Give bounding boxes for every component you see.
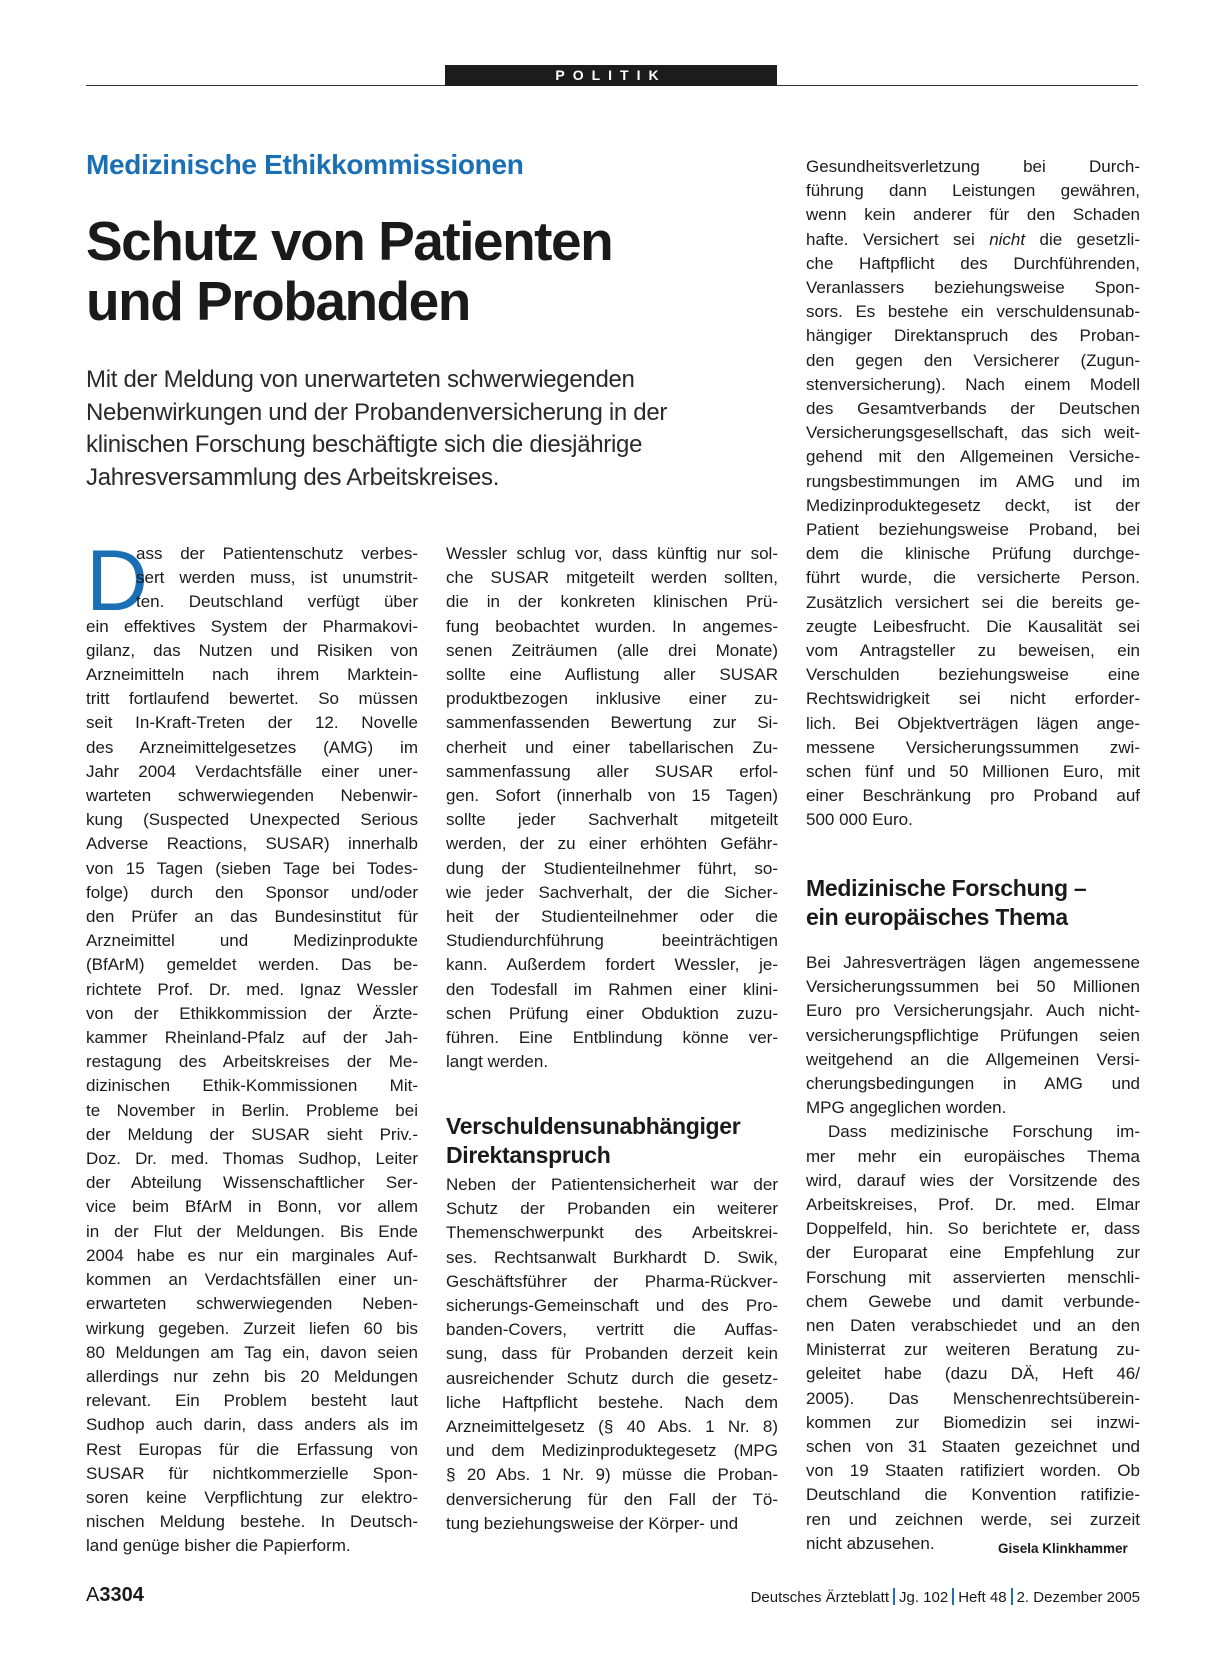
page-prefix: A bbox=[86, 1584, 100, 1606]
text-line: heit der Studienteilnehmer oder die bbox=[446, 907, 778, 927]
text-line: vom Antragsteller zu beweisen, ein bbox=[806, 641, 1140, 661]
text-line: tritt fortlaufend bewertet. So müssen bbox=[86, 689, 418, 709]
text-line: wie jeder Sachverhalt, der die Sicher- bbox=[446, 882, 778, 902]
text-line: geleitet habe (dazu DÄ, Heft 46/ bbox=[806, 1364, 1140, 1384]
text-line: § 20 Abs. 1 Nr. 9) müsse die Proban- bbox=[446, 1465, 778, 1485]
text-line: schen Prüfung einer Obduktion zuzu- bbox=[446, 1003, 778, 1023]
journal-volume: Jg. 102 bbox=[899, 1589, 949, 1606]
text-line: che SUSAR mitgeteilt werden sollten, bbox=[446, 568, 778, 588]
text-line: Veranlassers beziehungsweise Spon- bbox=[806, 278, 1140, 298]
text-line: Themenschwerpunkt des Arbeitskrei- bbox=[446, 1223, 778, 1243]
text-line: che Haftpflicht des Durchführenden, bbox=[806, 253, 1140, 273]
subheading-line: Direktanspruch bbox=[446, 1142, 611, 1168]
text-line: ass der Patientenschutz verbes- bbox=[136, 544, 418, 563]
page-number bbox=[86, 1584, 144, 1607]
text-line: Arzneimitteln nach ihrem Marktein- bbox=[86, 665, 418, 685]
lead-line: Jahresversammlung des Arbeitskreises. bbox=[86, 463, 500, 491]
text-line: Sudhop auch darin, dass anders als im bbox=[86, 1415, 418, 1435]
text-line: Versicherungsgesellschaft, das sich weit- bbox=[806, 423, 1140, 443]
text-line: Doz. Dr. med. Thomas Sudhop, Leiter bbox=[86, 1149, 418, 1169]
footer-separator bbox=[1011, 1588, 1013, 1605]
text-line: Jahr 2004 Verdachtsfälle einer uner- bbox=[86, 761, 418, 781]
text-line: Ministerrat zur weiteren Beratung zu- bbox=[806, 1340, 1140, 1360]
lead-paragraph bbox=[86, 364, 746, 494]
text-line: des Gesamtverbands der Deutschen bbox=[806, 399, 1140, 419]
text-line: dizinischen Ethik-Kommissionen Mit- bbox=[86, 1076, 418, 1096]
text-line: richtete Prof. Dr. med. Ignaz Wessler bbox=[86, 979, 418, 999]
text-line: soren keine Verpflichtung zur elektro- bbox=[86, 1487, 418, 1507]
text-line: dem die klinische Prüfung durchge- bbox=[806, 544, 1140, 564]
section-rubric: POLITIK bbox=[445, 65, 777, 86]
text-line: 2005). Das Menschenrechtsüberein- bbox=[806, 1388, 1140, 1408]
text-line: Arzneimittel und Medizinprodukte bbox=[86, 931, 418, 951]
text-line: Bei Jahresverträgen lägen angemessene bbox=[806, 953, 1140, 972]
text-line: relevant. Ein Problem besteht laut bbox=[86, 1391, 418, 1411]
text-line: mer mehr ein europäisches Thema bbox=[806, 1146, 1140, 1166]
text-line: versicherungspflichtige Prüfungen seien bbox=[806, 1025, 1140, 1045]
text-line: te November in Berlin. Probleme bei bbox=[86, 1100, 418, 1120]
subheading-line: ein europäisches Thema bbox=[806, 904, 1068, 930]
text-line: rungsbestimmungen im AMG und im bbox=[806, 471, 1140, 491]
lead-line: Nebenwirkungen und der Probandenversicherung in der bbox=[86, 398, 668, 426]
text-line: Adverse Reactions, SUSAR) innerhalb bbox=[86, 834, 418, 854]
text-line: ses. Rechtsanwalt Burkhardt D. Swik, bbox=[446, 1247, 778, 1267]
text-line: schen von 31 Staaten gezeichnet und bbox=[806, 1437, 1140, 1457]
body-column-3-top bbox=[806, 155, 1140, 833]
text-line: ten. Deutschland verfügt über bbox=[136, 592, 418, 612]
text-line: führen. Eine Entblindung könne ver- bbox=[446, 1028, 778, 1048]
author-byline: Gisela Klinkhammer bbox=[998, 1541, 1128, 1556]
body-column-2-bottom bbox=[446, 1173, 778, 1536]
text-line: liche Haftpflicht bestehe. Nach dem bbox=[446, 1392, 778, 1412]
text-line: hängiger Direktanspruch des Proban- bbox=[806, 326, 1140, 346]
text-line: nischen Meldung bestehe. In Deutsch- bbox=[86, 1512, 418, 1532]
text-line: gilanz, das Nutzen und Risiken von bbox=[86, 640, 418, 660]
text-line: sollte eine Auflistung aller SUSAR bbox=[446, 665, 778, 685]
subheading-europa bbox=[806, 874, 1086, 932]
headline-line: Schutz von Patienten bbox=[86, 210, 613, 272]
text-line: stenversicherung). Nach einem Modell bbox=[806, 374, 1140, 394]
text-line: Zusätzlich versichert sei die bereits ge- bbox=[806, 592, 1140, 612]
text-line: erwarteten schwerwiegenden Neben- bbox=[86, 1294, 418, 1314]
text-line: den Prüfer an das Bundesinstitut für bbox=[86, 907, 418, 927]
text-line: Neben der Patientensicherheit war der bbox=[446, 1175, 778, 1194]
text-line: und dem Medizinproduktegesetz (MPG bbox=[446, 1441, 778, 1461]
text-line: gen. Sofort (innerhalb von 15 Tagen) bbox=[446, 786, 778, 806]
text-line: von der Ethikkommission der Ärzte- bbox=[86, 1003, 418, 1023]
text-line: denversicherung für den Fall der Tö- bbox=[446, 1489, 778, 1509]
text-line: cherungsbedingungen in AMG und bbox=[806, 1074, 1140, 1094]
text-line: 500 000 Euro. bbox=[806, 810, 913, 830]
text-line: Patient beziehungsweise Proband, bei bbox=[806, 520, 1140, 540]
text-line: werden, der zu einer erhöhten Gefähr- bbox=[446, 834, 778, 854]
page-number-value: 3304 bbox=[99, 1584, 144, 1606]
subheading-line: Medizinische Forschung – bbox=[806, 875, 1087, 901]
text-line: kann. Außerdem fordert Wessler, je- bbox=[446, 955, 778, 975]
text-line: von 15 Tagen (sieben Tage bei Todes- bbox=[86, 858, 418, 878]
text-line: Geschäftsführer der Pharma-Rückver- bbox=[446, 1271, 778, 1291]
text-line: (BfArM) gemeldet werden. Das be- bbox=[86, 955, 418, 975]
text-line: sung, dass für Probanden derzeit kein bbox=[446, 1344, 778, 1364]
text-line: der Meldung der SUSAR sieht Priv.- bbox=[86, 1124, 418, 1144]
text-line: 80 Meldungen am Tag ein, davon seien bbox=[86, 1342, 418, 1362]
text-line: Wessler schlug vor, dass künftig nur sol- bbox=[446, 544, 778, 563]
text-line: MPG angeglichen worden. bbox=[806, 1098, 1007, 1118]
text-line: schen fünf und 50 Millionen Euro, mit bbox=[806, 762, 1140, 782]
body-column-3-bottom bbox=[806, 951, 1140, 1556]
text-line: produktbezogen inklusive einer zu- bbox=[446, 689, 778, 709]
text-line: dung der Studienteilnehmer führt, so- bbox=[446, 858, 778, 878]
text-line: von 19 Staaten ratifiziert worden. Ob bbox=[806, 1461, 1140, 1481]
text-line: den gegen den Versicherer (Zugun- bbox=[806, 350, 1140, 370]
text-line: gehend mit den Allgemeinen Versiche- bbox=[806, 447, 1140, 467]
text-line: 2004 habe es nur ein marginales Auf- bbox=[86, 1245, 418, 1265]
headline bbox=[86, 211, 766, 331]
text-line: Verschulden beziehungsweise eine bbox=[806, 665, 1140, 685]
text-line: Medizinproduktegesetz deckt, ist der bbox=[806, 495, 1140, 515]
text-line: sors. Es bestehe ein verschuldensunab- bbox=[806, 302, 1140, 322]
body-column-1 bbox=[86, 542, 418, 1559]
journal-name: Deutsches Ärzteblatt bbox=[750, 1589, 889, 1606]
text-line: SUSAR für nichtkommerzielle Spon- bbox=[86, 1463, 418, 1483]
text-line: ein effektives System der Pharmakovi- bbox=[86, 616, 418, 636]
text-line: den Todesfall im Rahmen einer klini- bbox=[446, 979, 778, 999]
lead-line: Mit der Meldung von unerwarteten schwerwiegenden bbox=[86, 366, 635, 393]
text-line: in der Flut der Meldungen. Bis Ende bbox=[86, 1221, 418, 1241]
text-line: Euro pro Versicherungsjahr. Auch nicht- bbox=[806, 1001, 1140, 1021]
text-line: seit In-Kraft-Treten der 12. Novelle bbox=[86, 713, 418, 733]
kicker: Medizinische Ethikkommissionen bbox=[86, 149, 524, 180]
text-line: langt werden. bbox=[446, 1052, 549, 1072]
text-line: der Abteilung Wissenschaftlicher Ser- bbox=[86, 1173, 418, 1193]
text-line: senen Zeiträumen (alle drei Monate) bbox=[446, 640, 778, 660]
lead-line: klinischen Forschung beschäftigte sich die diesjährige bbox=[86, 431, 643, 458]
dropcap: D bbox=[86, 533, 149, 629]
text-line: wird, darauf wies der Vorsitzende des bbox=[806, 1170, 1140, 1190]
text-line: kung (Suspected Unexpected Serious bbox=[86, 810, 418, 830]
text-line: Rechtswidrigkeit sei nicht erforder- bbox=[806, 689, 1140, 709]
text-line: cherheit und einer tabellarischen Zu- bbox=[446, 737, 778, 757]
text-line: ausreichender Schutz durch die gesetz- bbox=[446, 1368, 778, 1388]
text-line: Versicherungssummen bei 50 Millionen bbox=[806, 977, 1140, 997]
text-line: führt wurde, die versicherte Person. bbox=[806, 568, 1140, 588]
text-line: sammenfassenden Bewertung zur Si- bbox=[446, 713, 778, 733]
text-line: allerdings nur zehn bis 20 Meldungen bbox=[86, 1366, 418, 1386]
journal-footer bbox=[751, 1588, 1140, 1606]
text-line: des Arzneimittelgesetzes (AMG) im bbox=[86, 737, 418, 757]
text-line: sollte jeder Sachverhalt mitgeteilt bbox=[446, 810, 778, 830]
text-line: die in der konkreten klinischen Prü- bbox=[446, 592, 778, 612]
text-line: wenn kein anderer für den Schaden bbox=[806, 205, 1140, 225]
footer-separator bbox=[952, 1588, 954, 1605]
text-line: Deutschland die Konvention ratifizie- bbox=[806, 1485, 1140, 1505]
journal-issue: Heft 48 bbox=[958, 1589, 1007, 1606]
text-line: ren und zeichnen werde, sei zurzeit bbox=[806, 1509, 1140, 1529]
text-line: wirkung gegeben. Zurzeit liefen 60 bis bbox=[86, 1318, 418, 1338]
text-line: warteten schwerwiegenden Nebenwir- bbox=[86, 786, 418, 806]
text-line: folge) durch den Sponsor und/oder bbox=[86, 882, 418, 902]
text-line: weitgehend an die Allgemeinen Versi- bbox=[806, 1049, 1140, 1069]
text-line: Doppelfeld, hin. So berichtete er, dass bbox=[806, 1219, 1140, 1239]
text-line: sammenfassung aller SUSAR erfol- bbox=[446, 761, 778, 781]
text-line: Forschung mit asservierten menschli- bbox=[806, 1267, 1140, 1287]
text-line: vice beim BfArM in Bonn, vor allem bbox=[86, 1197, 418, 1217]
subheading-direktanspruch bbox=[446, 1112, 740, 1170]
text-line: hafte. Versichert sei nicht die gesetzli- bbox=[806, 229, 1140, 249]
text-line: Arbeitskreises, Prof. Dr. med. Elmar bbox=[806, 1195, 1140, 1215]
text-line: land genüge bisher die Papierform. bbox=[86, 1536, 351, 1556]
text-line: kammer Rheinland-Pfalz auf der Jah- bbox=[86, 1028, 418, 1048]
footer-separator bbox=[893, 1588, 895, 1605]
emphasis: nicht bbox=[989, 229, 1026, 249]
text-line: kommen zur Biomedizin sei inzwi- bbox=[806, 1412, 1140, 1432]
text-line: tung beziehungsweise der Körper- und bbox=[446, 1513, 739, 1533]
text-line: zeugte Leibesfrucht. Die Kausalität sei bbox=[806, 616, 1140, 636]
text-line: nen Daten verabschiedet und an den bbox=[806, 1316, 1140, 1336]
text-line: sicherungs-Gemeinschaft und des Pro- bbox=[446, 1296, 778, 1316]
text-line: kommen an Verdachtsfällen einer un- bbox=[86, 1270, 418, 1290]
text-line: Studiendurchführung beeinträchtigen bbox=[446, 931, 778, 951]
text-line: banden-Covers, vertritt die Auffas- bbox=[446, 1320, 778, 1340]
text-line: Schutz der Probanden ein weiterer bbox=[446, 1199, 778, 1219]
text-line: Gesundheitsverletzung bei Durch- bbox=[806, 157, 1140, 176]
text-line: nicht abzusehen. bbox=[806, 1533, 935, 1553]
journal-date: 2. Dezember 2005 bbox=[1016, 1589, 1140, 1606]
body-column-2-top bbox=[446, 542, 778, 1074]
text-line: sert werden muss, ist unumstrit- bbox=[136, 568, 418, 588]
text-line: einer Beschränkung pro Proband auf bbox=[806, 786, 1140, 806]
text-line: chem Gewebe und damit verbunde- bbox=[806, 1291, 1140, 1311]
text-line: Arzneimittelgesetz (§ 40 Abs. 1 Nr. 8) bbox=[446, 1417, 778, 1437]
text-line: lich. Bei Objektverträgen lägen ange- bbox=[806, 713, 1140, 733]
text-line: führung dann Leistungen gewähren, bbox=[806, 181, 1140, 201]
text-line: restagung des Arbeitskreises der Me- bbox=[86, 1052, 418, 1072]
text-line: messene Versicherungssummen zwi- bbox=[806, 737, 1140, 757]
text-line: fung beobachtet wurden. In angemes- bbox=[446, 616, 778, 636]
text-line: Rest Europas für die Erfassung von bbox=[86, 1439, 418, 1459]
text-line: der Europarat eine Empfehlung zur bbox=[806, 1243, 1140, 1263]
headline-line: und Probanden bbox=[86, 270, 470, 332]
text-line: Dass medizinische Forschung im- bbox=[828, 1122, 1140, 1142]
subheading-line: Verschuldensunabhängiger bbox=[446, 1113, 741, 1139]
